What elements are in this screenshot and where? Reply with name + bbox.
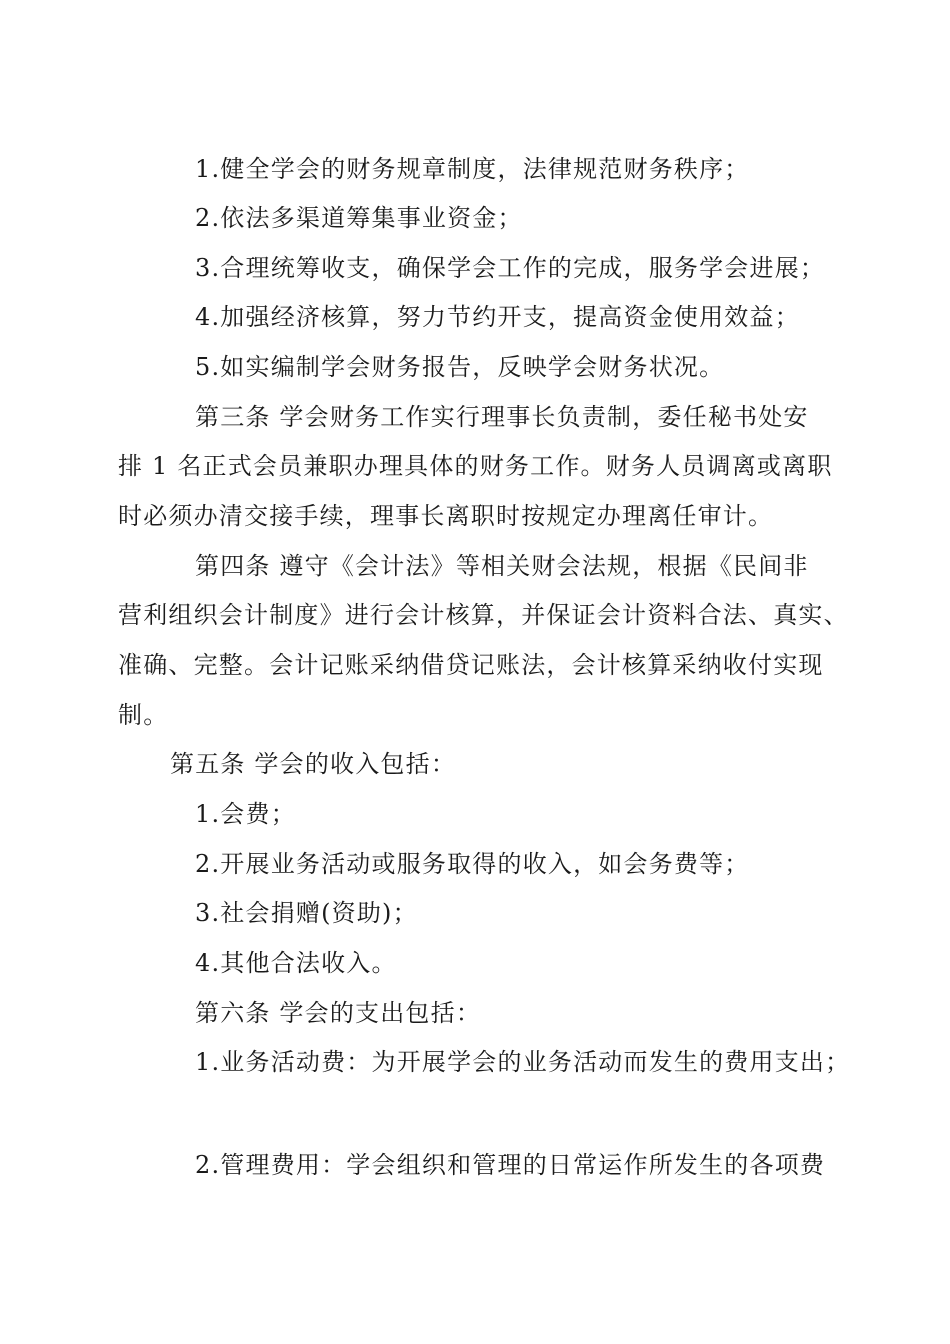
list-item-1-finance-rules: 1.健全学会的财务规章制度，法律规范财务秩序； [195,155,750,183]
list-item-3-budgeting: 3.合理统筹收支，确保学会工作的完成，服务学会进展； [195,254,826,282]
income-item-2: 2.开展业务活动或服务取得的收入，如会务费等； [195,850,750,878]
list-item-5-reporting: 5.如实编制学会财务报告，反映学会财务状况。 [195,353,725,381]
expense-item-1: 1.业务活动费：为开展学会的业务活动而发生的费用支出； [195,1048,851,1076]
article-3-line-2: 排 1 名正式会员兼职办理具体的财务工作。财务人员调离或离职 [118,452,833,480]
expense-item-2: 2.管理费用：学会组织和管理的日常运作所发生的各项费 [195,1151,826,1179]
article-4-line-1: 第四条 遵守《会计法》等相关财会法规，根据《民间非 [195,552,809,580]
article-3-line-3: 时必须办清交接手续，理事长离职时按规定办理离任审计。 [118,502,774,530]
article-4-line-3: 准确、完整。会计记账采纳借贷记账法，会计核算采纳收付实现 [118,651,824,679]
list-item-4-accounting: 4.加强经济核算，努力节约开支，提高资金使用效益； [195,303,800,331]
article-4-line-4: 制。 [118,701,169,729]
income-item-4: 4.其他合法收入。 [195,949,397,977]
list-item-2-fundraising: 2.依法多渠道筹集事业资金； [195,204,523,232]
article-6-heading: 第六条 学会的支出包括： [195,999,482,1027]
article-5-heading: 第五条 学会的收入包括： [170,750,457,778]
income-item-1: 1.会费； [195,800,296,828]
income-item-3: 3.社会捐赠(资助)； [195,899,418,927]
article-3-line-1: 第三条 学会财务工作实行理事长负责制，委任秘书处安 [195,403,809,431]
article-4-line-2: 营利组织会计制度》进行会计核算，并保证会计资料合法、真实、 [118,601,849,629]
